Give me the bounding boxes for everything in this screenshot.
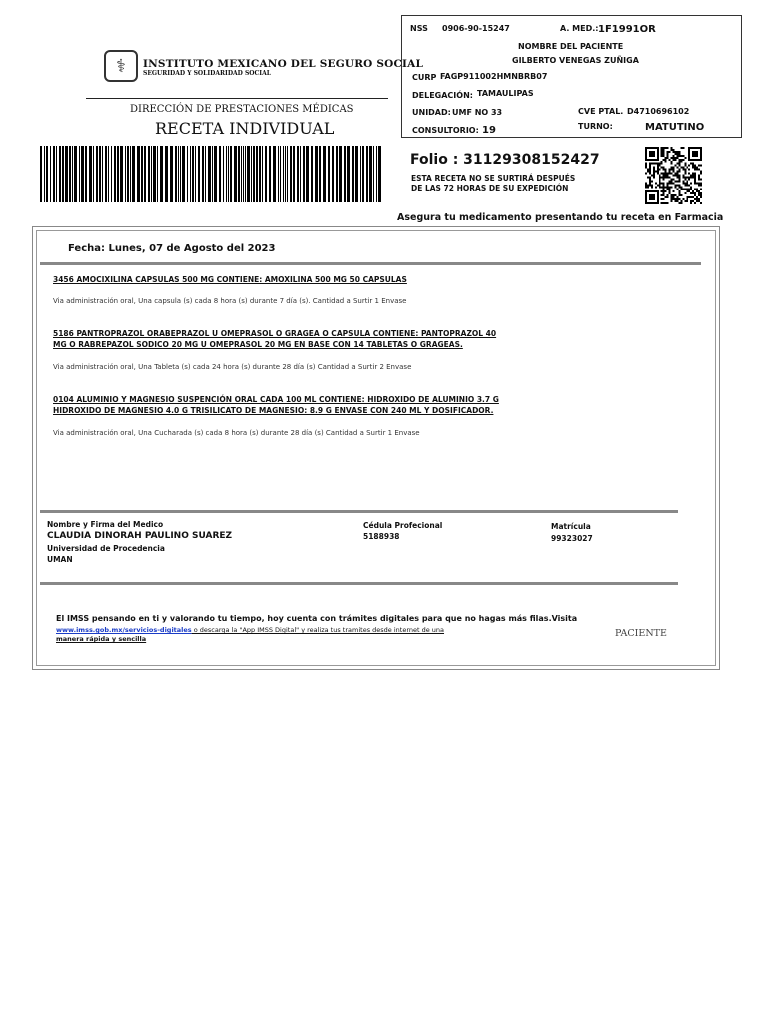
- medication-1-instructions: Via administración oral, Una capsula (s) cada 8 hora (s) durante 7 día (s). Cantidad a Surtir 1 Envase: [53, 297, 407, 305]
- nss-value: 0906-90-15247: [442, 24, 510, 33]
- consultorio-label: CONSULTORIO:: [412, 126, 479, 135]
- amed-value: 1F1991OR: [598, 24, 656, 35]
- header-divider: [86, 98, 388, 99]
- consultorio-value: 19: [482, 125, 496, 136]
- page-title: RECETA INDIVIDUAL: [155, 119, 335, 138]
- institution-subtitle: SEGURIDAD Y SOLIDARIDAD SOCIAL: [143, 70, 271, 77]
- delegacion-label: DELEGACIÓN:: [412, 91, 473, 100]
- university-value: UMAN: [47, 555, 73, 564]
- medication-1-title: 3456 AMOCIXILINA CAPSULAS 500 MG CONTIENE: AMOXILINA 500 MG 50 CAPSULAS: [53, 275, 407, 284]
- matricula-value: 99323027: [551, 534, 593, 543]
- date-divider: [40, 262, 701, 265]
- doctor-bottom-divider: [40, 582, 678, 585]
- medication-3-title-line1: 0104 ALUMINIO Y MAGNESIO SUSPENCIÓN ORAL CADA 100 ML CONTIENE: HIDROXIDO DE ALUMINIO 3.7 G: [53, 395, 499, 404]
- digital-services-line2: [56, 626, 444, 634]
- patient-name: GILBERTO VENEGAS ZUÑIGA: [512, 56, 639, 65]
- digital-services-mid: o descarga la "App IMSS Digital" y realiza tus tramites desde internet de una: [191, 626, 445, 634]
- patient-name-label: NOMBRE DEL PACIENTE: [518, 42, 624, 51]
- copy-label: PACIENTE: [615, 628, 667, 639]
- direccion-heading: DIRECCIÓN DE PRESTACIONES MÉDICAS: [130, 104, 354, 115]
- folio-number: Folio : 31129308152427: [410, 152, 600, 168]
- doctor-name-label: Nombre y Firma del Medico: [47, 520, 164, 529]
- digital-services-line3: [56, 635, 146, 643]
- medication-3-title-line2: HIDROXIDO DE MAGNESIO 4.0 G TRISILICATO DE MAGNESIO: 8.9 G ENVASE CON 240 ML Y DOSIFICADOR.: [53, 406, 494, 415]
- amed-label: A. MED.:: [560, 24, 599, 33]
- prescription-date: Fecha: Lunes, 07 de Agosto del 2023: [68, 243, 276, 254]
- qr-code-icon: [645, 147, 702, 204]
- turno-value: MATUTINO: [645, 122, 705, 133]
- cve-value: D4710696102: [627, 107, 690, 116]
- unidad-label: UNIDAD:: [412, 108, 451, 117]
- expiration-notice-line1: ESTA RECETA NO SE SURTIRÁ DESPUÉS: [411, 174, 576, 183]
- imss-services-link[interactable]: www.imss.gob.mx/servicios-digitales: [56, 626, 192, 634]
- doctor-top-divider: [40, 510, 678, 513]
- institution-name: INSTITUTO MEXICANO DEL SEGURO SOCIAL: [143, 58, 424, 70]
- cve-label: CVE PTAL.: [578, 107, 624, 116]
- medication-3-instructions: Via administración oral, Una Cucharada (s) cada 8 hora (s) durante 28 día (s) Cantidad a Surtir 1 Envase: [53, 429, 420, 437]
- matricula-label: Matrícula: [551, 522, 591, 531]
- delegacion-value: TAMAULIPAS: [477, 89, 534, 98]
- curp-value: FAGP911002HMNBRB07: [440, 72, 548, 81]
- digital-services-notice: El IMSS pensando en ti y valorando tu tiempo, hoy cuenta con trámites digitales para que no hagas más filas.Visita: [56, 614, 578, 623]
- prescription-inner-box: [36, 230, 716, 666]
- pharmacy-notice: Asegura tu medicamento presentando tu receta en Farmacia: [397, 212, 724, 223]
- expiration-notice-line2: DE LAS 72 HORAS DE SU EXPEDICIÓN: [411, 184, 569, 193]
- doctor-name: CLAUDIA DINORAH PAULINO SUAREZ: [47, 531, 233, 541]
- nss-label: NSS: [410, 24, 428, 33]
- cedula-value: 5188938: [363, 532, 400, 541]
- curp-label: CURP: [412, 73, 437, 82]
- medication-2-instructions: Via administración oral, Una Tableta (s) cada 24 hora (s) durante 28 día (s) Cantidad a Surtir 2 Envase: [53, 363, 412, 371]
- imss-logo-icon: ⚕: [104, 50, 138, 82]
- cedula-label: Cédula Profecional: [363, 521, 443, 530]
- barcode: [40, 146, 382, 202]
- unidad-value: UMF NO 33: [452, 108, 503, 117]
- university-label: Universidad de Procedencia: [47, 544, 165, 553]
- medication-2-title-line1: 5186 PANTROPRAZOL ORABEPRAZOL U OMEPRASOL O GRAGEA O CAPSULA CONTIENE: PANTOPRAZOL 40: [53, 329, 497, 338]
- turno-label: TURNO:: [578, 122, 613, 131]
- digital-services-end: manera rápida y sencilla: [56, 635, 147, 643]
- medication-2-title-line2: MG O RABREPAZOL SODICO 20 MG U OMEPRASOL 20 MG EN BASE CON 14 TABLETAS O GRAGEAS.: [53, 340, 463, 349]
